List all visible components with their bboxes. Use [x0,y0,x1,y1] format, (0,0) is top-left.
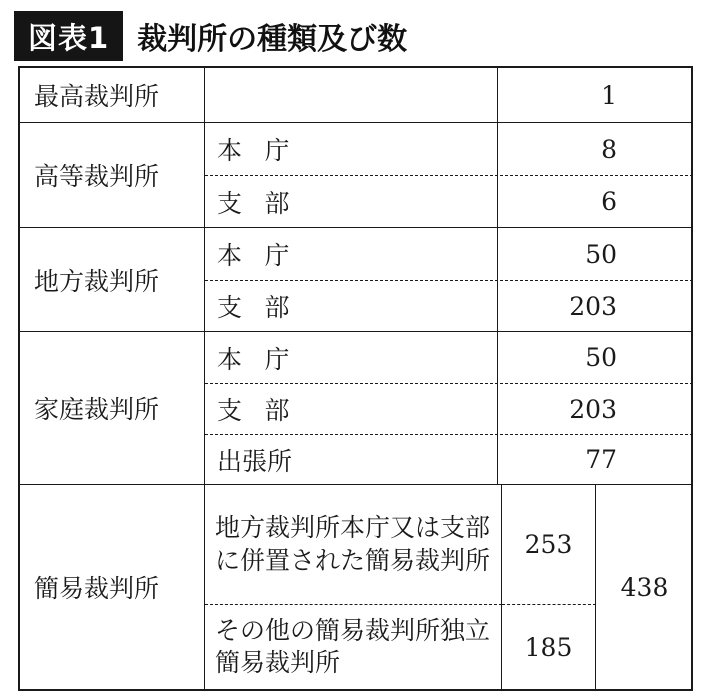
district-court-branch-count: 203 [569,291,617,321]
figure-header [14,10,407,62]
summary-court-colocated-label: 地方裁判所本庁又は支部に併置された簡易裁判所 [205,485,502,605]
supreme-court-blank [205,68,498,123]
supreme-court-label: 最高裁判所 [20,68,205,123]
summary-court-total: 438 [620,572,669,602]
high-court-main-count: 8 [601,134,617,164]
family-court-main-count: 50 [585,343,617,372]
family-court-branch-count: 203 [569,394,617,424]
district-court-branch-label: 支部 [217,293,313,322]
court-table [18,66,693,691]
summary-court-colocated-count: 253 [502,485,596,605]
district-court-label: 地方裁判所 [20,228,205,332]
family-court-main-label: 本庁 [217,344,313,374]
district-court-main-label: 本庁 [217,241,313,270]
summary-court-independent-count: 185 [502,605,596,689]
figure-title: 裁判所の種類及び数 [137,22,408,57]
supreme-court-count: 1 [498,68,693,123]
family-court-label: 家庭裁判所 [20,332,205,485]
family-court-branch-label: 支部 [217,396,313,425]
high-court-label: 高等裁判所 [20,123,205,228]
district-court-main-count: 50 [585,239,617,269]
summary-court-independent-label: その他の簡易裁判所独立簡易裁判所 [205,605,502,689]
high-court-branch-label: 支部 [217,188,313,218]
family-court-office-count: 77 [585,445,617,474]
figure-label: 図表1 [14,11,123,61]
summary-court-label: 簡易裁判所 [20,485,205,689]
high-court-branch-count: 6 [601,187,617,216]
high-court-main-label: 本庁 [217,136,313,165]
family-court-office-label: 出張所 [217,446,293,476]
